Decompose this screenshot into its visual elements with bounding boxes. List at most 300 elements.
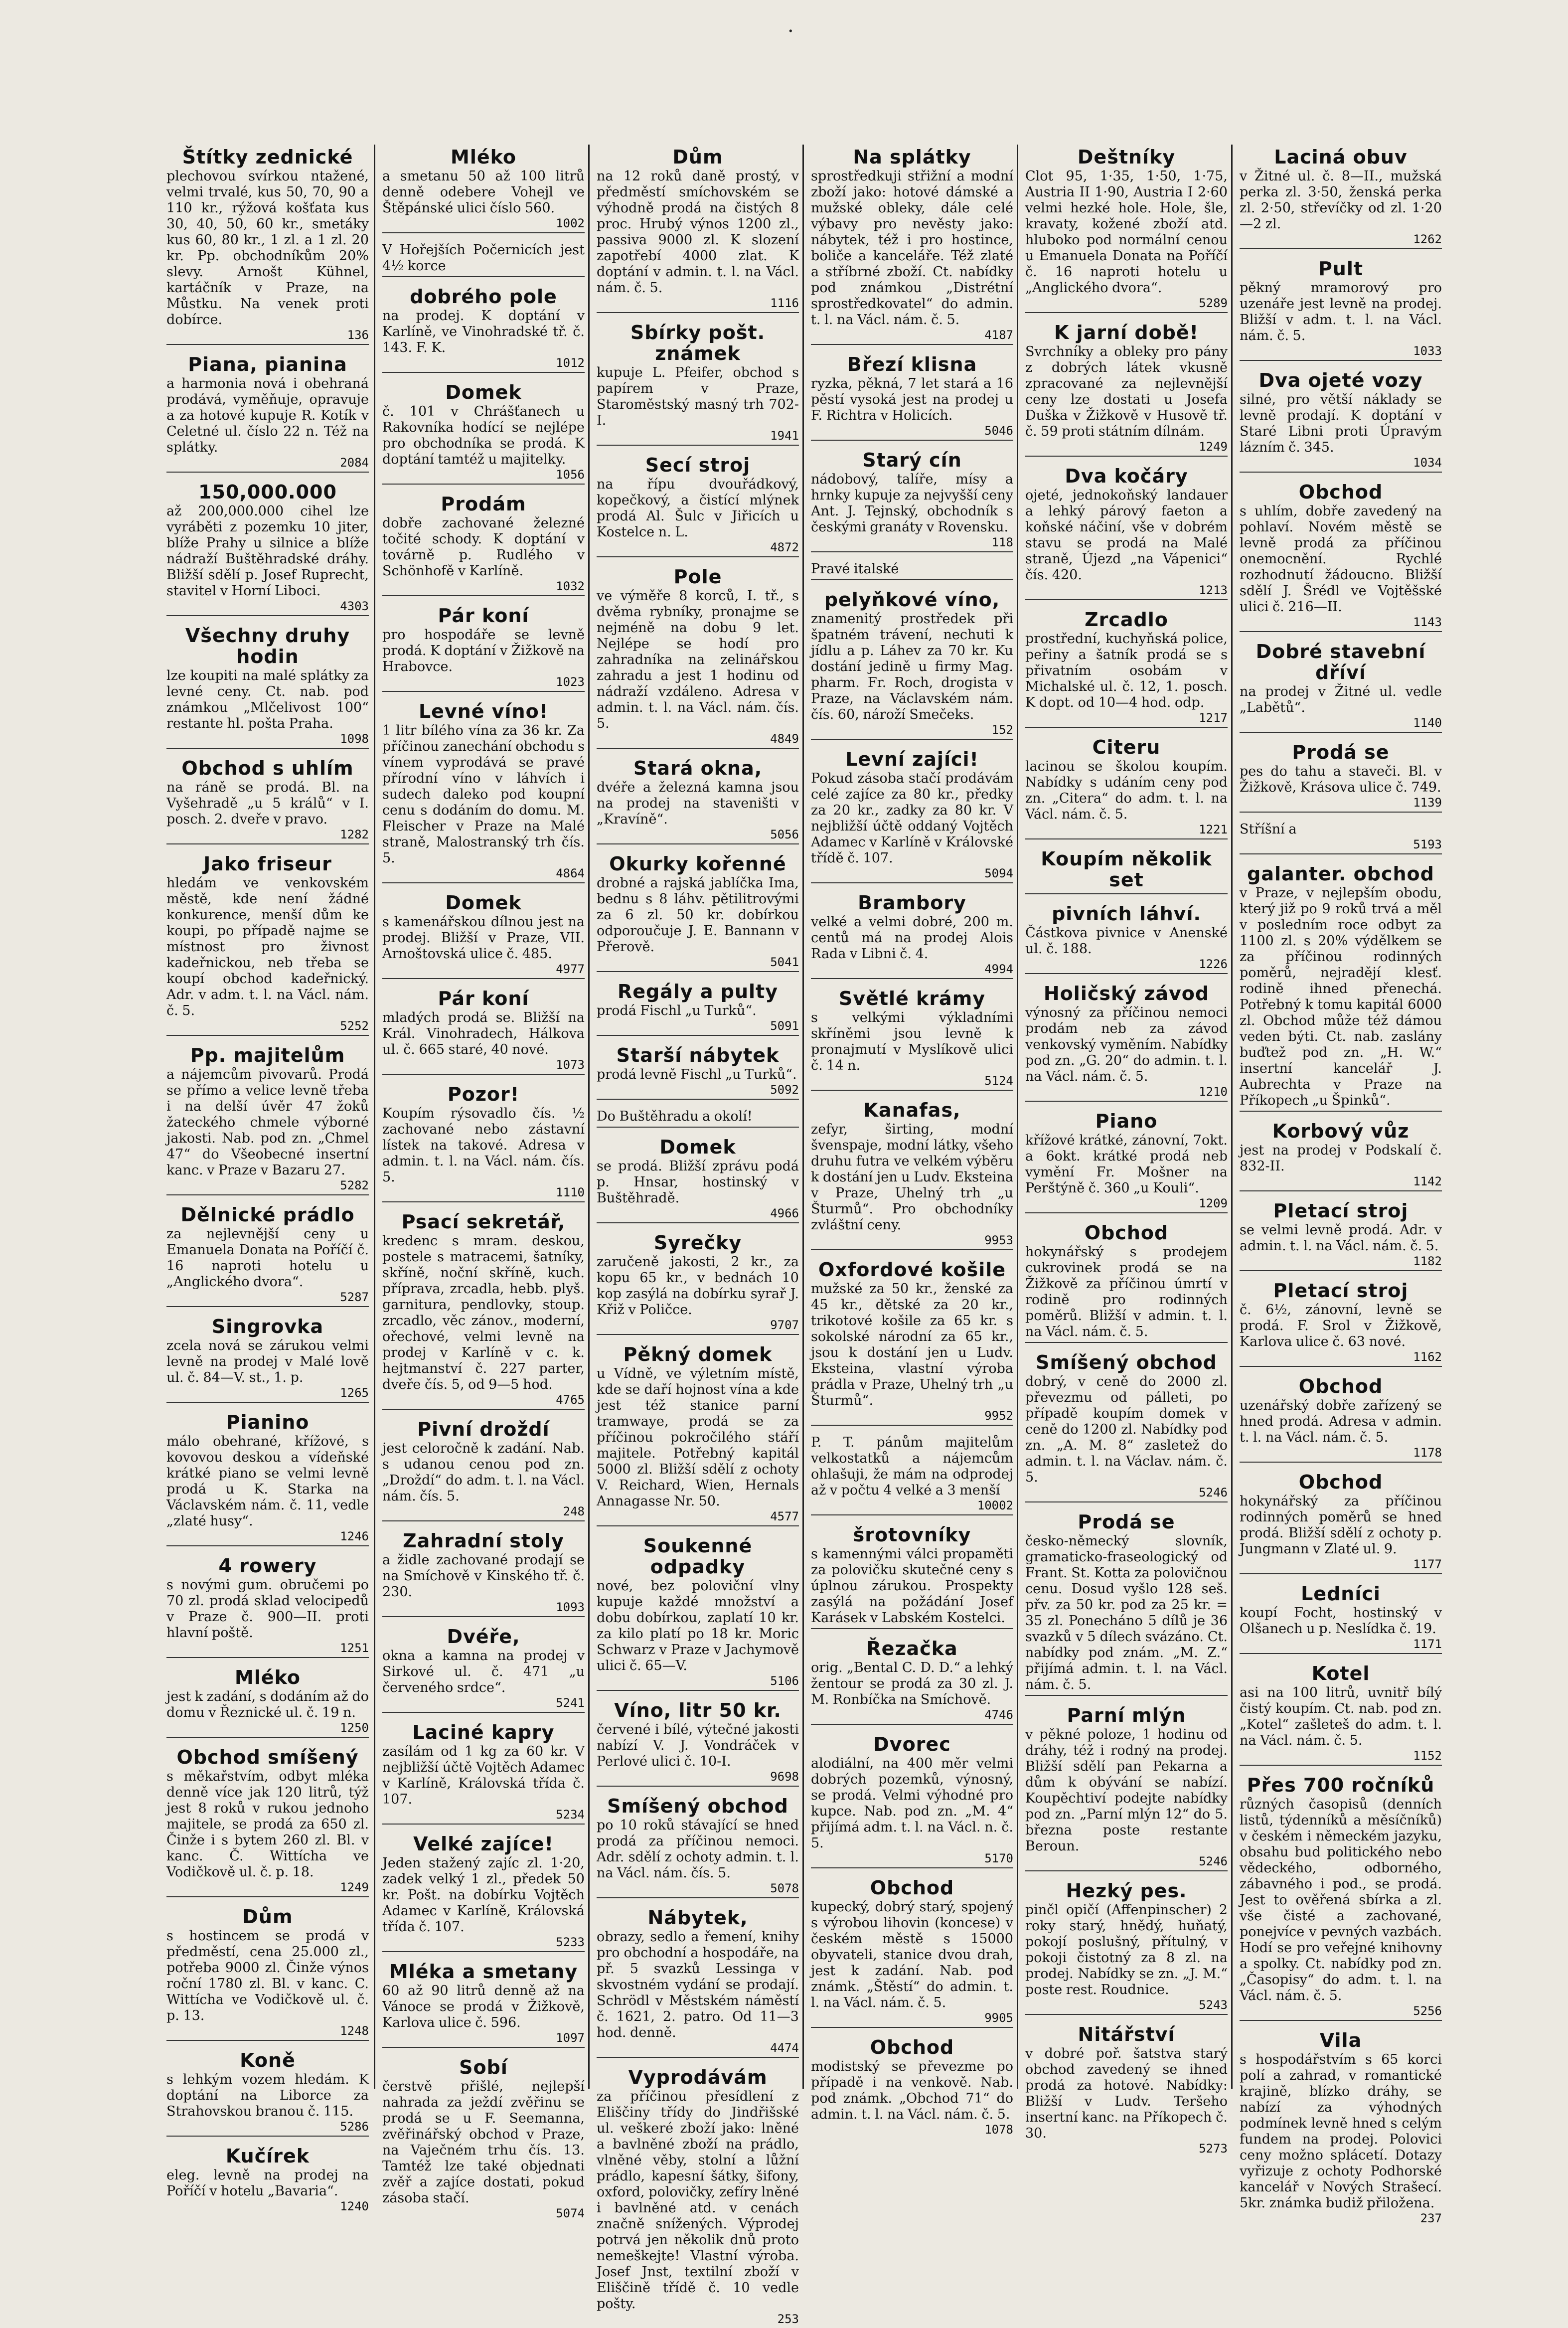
ad-heading: Zahradní stoly [403,1530,564,1552]
ad-body: za příčinou přesídlení z Eliščiny třídy do Jindřišské ul. veškeré zboží jako: lněné a bavlněné zboží na prádlo, vlněné věby, stolní a lůžní prádlo, kapesní šátky, šifony, oxford, polovičky, zefíry lněné i bavlněné atd. v cenách značně snížených. Výprodej potrvá jen několik dnů proto nemeškejte! Vlastní výroba. Josef Jnst, textilní zboží v Eliščině třídě č. 10 vedle pošty. [597,2089,799,2312]
ad-body: s uhlím, dobře zavedený na pohlaví. Novém městě se levně prodá za příčinou onemocnění. Rychlé rozhodnutí žádoucno. Bližší sdělí J. Šrédl ve Vojtěšské ulici č. 216—II. [1240,503,1442,615]
classified-ad [1025,1222,1228,1343]
ad-body: různých časopisů (denních listů, týdenníků a měsíčníků) v českém i německém jazyku, obsahu bud politického nebo vědeckého, odborného, zábavného i pod., se prodá. Jest to ověřená sbírka a zl. vše čisté a zachované, ponejvíce v pevných vazbách. Hodí se pro veřejné knihovny a spolky. Ct. nabídky pod zn. „Časopisy“ do adm. t. l. na Václ. nám. č. 5. [1240,1797,1442,2003]
classified-ad [1240,822,1442,854]
ad-heading: Piana, pianina [188,353,347,375]
ad-body: hledám ve venkovském městě, kde není žádné konkurence, menší dům ke koupi, po případě najme se místnost pro živnost kadeřnickou, neb třeba se koupí obchod kadeřnický. Adr. v adm. t. l. na Václ. nám. č. 5. [166,875,369,1018]
ad-body: hokynářský za příčinou rodinných poměrů se hned prodá. Bližší sdělí z ochoty p. Jungmann v Zlaté ul. 9. [1240,1494,1442,1557]
ad-number: 5094 [984,866,1013,880]
ad-body: plechovou svírkou ntažené, velmi trvalé, kus 50, 70, 90 a 110 kr., rýžová košťata kus 30, 40, 50, 60 kr., smetáky kus 60, 80 kr., 1 zl. a 1 zl. 20 kr. Pp. obchodníkům 20% slevy. Arnošt Kühnel, kartáčník v Praze, na Můstku. Na venek proti dobírce. [166,168,369,328]
ad-number: 5124 [984,1074,1013,1088]
ad-column-1 [159,145,374,2213]
ad-number: 5273 [1199,2142,1228,2156]
ad-body: dobrý, v ceně do 2000 zl. převezmu od pálleti, po případě koupím domek v ceně do 1200 zl. Nabídky pod zn. „A. M. 8“ zasletež do admin. t. l. na Václav. nám. č. 5. [1025,1374,1228,1485]
classified-ad [166,1316,369,1403]
ad-heading: Všechny druhy hodin [185,625,350,667]
classified-ad [1240,641,1442,733]
classified-ad [166,354,369,473]
ad-body: Částkova pivnice v Anenské ul. č. 188. [1025,925,1228,957]
classified-ad [1240,1200,1442,1271]
ad-number: 5046 [984,424,1013,438]
ad-number: 1213 [1199,583,1228,597]
classified-ad [1025,1111,1228,1213]
ad-heading: K jarní době! [1054,322,1199,343]
ad-heading: Obchod [1298,1471,1383,1493]
ad-heading: Obchod [1298,481,1383,503]
classified-ad [811,2037,1013,2139]
ad-number: 4474 [770,2041,799,2055]
ad-column-2 [374,145,590,2220]
ad-body: pes do tahu a staveči. Bl. v Žižkově, Krásova ulice č. 749. [1240,764,1442,795]
ad-number: 9707 [770,1318,799,1332]
ad-number: 1097 [556,2031,585,2045]
ad-heading: Dva ojeté vozy [1258,369,1423,391]
ad-heading: Ledníci [1301,1583,1381,1605]
ad-body: Pokud zásoba stačí prodávám celé zajíce za 80 kr., předky za 20 kr., zadky za 80 kr. V nejbližší účtě oddaný Vojtěch Adamec v Karlíně v Královské třídě č. 107. [811,771,1013,866]
ad-body: červené i bílé, výtečné jakosti nabízí V. J. Vondráček v Perlové ulici č. 10-I. [597,1722,799,1769]
ad-heading: Hezký pes. [1066,1880,1187,1902]
ad-body: se prodá. Bližší zprávu podá p. Hnsar, hostinský v Buštěhradě. [597,1159,799,1206]
ad-body: lacinou se školou koupím. Nabídky s udáním ceny pod zn. „Citera“ do adm. t. l. na Václ. nám. č. 5. [1025,759,1228,822]
ad-number: 4977 [556,962,585,976]
ad-number: 5078 [770,1881,799,1895]
ad-body: jest na prodej v Podskalí č. 832-II. [1240,1143,1442,1174]
ad-heading: Dělnické prádlo [180,1204,355,1226]
ad-body: pinčl opičí (Affenpinscher) 2 roky starý, hnědý, huňatý, pokojí poslušný, přítulný, v pokoji čistotný za 8 zl. na prodej. Nabídky se zn. „J. M.“ poste rest. Roudnice. [1025,1902,1228,1997]
ad-number: 5074 [556,2206,585,2220]
classified-ad [597,455,799,557]
classified-ad [811,561,1013,580]
classified-ad [597,566,799,749]
classified-ad [382,1722,585,1825]
classified-ad [166,758,369,844]
ad-heading: Pletací stroj [1273,1200,1409,1222]
ad-body: s hospodářstvím s 65 korci polí a zahrad, v romantické krajině, blízko dráhy, se nabízí za výhodných podmínek levně hned s celým fundem na prodej. Polovici ceny možno splácetí. Dotazy vyřizuje z ochoty Podhorské kancelář v Nových Strašecí. 5kr. známka budiž přiložena. [1240,2052,1442,2211]
ad-heading: Prodá se [1292,741,1390,763]
ad-body: ve výměře 8 korců, I. tř., s dvěma rybníky, pronajme se nejméně na dobu 9 let. Nejlépe se hodí pro zahradníka na zelinářskou zahradu a jest 1 hodinu od nádraží vzdáleno. Adresa v admin. t. l. na Václ. nám. čís. 5. [597,588,799,731]
ad-number: 5106 [770,1674,799,1688]
ad-number: 1177 [1413,1557,1442,1571]
ad-number: 136 [347,328,369,342]
ad-body: nádobový, talíře, mísy a hrnky kupuje za nejvyšší ceny Ant. J. Tejnský, obchodník s českými granáty v Rovensku. [811,472,1013,535]
ad-body: Do Buštěhradu a okolí! [597,1109,753,1124]
ad-body: zasílám od 1 kg za 60 kr. V nejbližší účtě Vojtěch Adamec v Karlíně, Královská třída č. 107. [382,1744,585,1807]
classified-ad [811,1734,1013,1868]
ad-heading: šrotovníky [853,1524,971,1546]
ad-number: 248 [563,1504,585,1518]
ad-body: jest k zadání, s dodáním až do domu v Řeznické ul. č. 19 n. [166,1689,369,1720]
classified-ad [166,1555,369,1658]
ad-body: obrazy, sedlo a řemení, knihy pro obchodní a hospodáře, na př. 5 svazků Lessinga v skvostném vydání se prodají. Schrödl v Městském náměstí č. 1621, 2. patro. Od 11—3 hod. denně. [597,1929,799,2040]
classified-ad [382,1211,585,1410]
ad-body: alodiální, na 400 měr velmi dobrých pozemků, výnosný, se prodá. Velmi výhodné pro kupce. Nab. pod zn. „M. 4“ přijímá adm. t. l. na Václ. n. č. 5. [811,1756,1013,1851]
ad-body: po 10 roků stávající se hned prodá za příčinou nemoci. Adr. sdělí z ochoty admin. t. l. na Václ. nám. čís. 5. [597,1818,799,1881]
ad-number: 1002 [556,216,585,230]
classified-ad [382,605,585,692]
classified-ad [1025,466,1228,600]
classified-ad [597,758,799,844]
classified-ad [597,853,799,972]
ad-body: prodá levně Fischl „u Turků“. [597,1067,797,1082]
classified-ad [811,1877,1013,2028]
ad-heading: Koně [240,2049,296,2071]
classified-ad [811,892,1013,979]
ad-body: jest celoročně k zadání. Nab. s udanou cenou pod zn. „Droždí“ do adm. t. l. na Václ. nám. čís. 5. [382,1441,585,1504]
ad-number: 1249 [340,1880,369,1894]
classified-ad [1025,737,1228,839]
ad-body: lze koupiti na malé splátky za levné ceny. Ct. nab. pod známkou „Mlčelivost 100“ restante hl. pošta Praha. [166,668,369,731]
classified-ad [597,981,799,1036]
classified-ad [382,701,585,883]
ad-heading: pelyňkové víno, [824,589,1000,611]
ad-heading: Deštníky [1077,146,1176,168]
ad-number: 1249 [1199,440,1228,454]
classified-ad [811,749,1013,883]
ad-body: s kamennými válci propaměti za polovičku skutečné ceny s úplnou zárukou. Prospekty zasýlá na požádání Josef Karásek v Labském Kostelci. [811,1546,1013,1626]
classified-ad [166,1667,369,1738]
ad-body: modistský se převezme po případě i na venkově. Nab. pod známk. „Obchod 71“ do admin. t. l. na Václ. nám. č. 5. [811,2059,1013,2122]
ad-body: prostřední, kuchyňská police, peřiny a šatník prodá se s přivatním osobám v Michalské ul. č. 12, 1. posch. K dopt. od 10—4 hod. odp. [1025,631,1228,710]
ad-body: drobné a rajská jablíčka Ima, bednu s 8 láhv. pětilitrovými za 6 zl. 50 kr. dobírkou odporoučuje J. E. Bannann v Přerově. [597,875,799,955]
ad-number: 1098 [340,732,369,746]
classified-ad [1240,1775,1442,2021]
ad-body: hokynářský s prodejem cukrovinek prodá se na Žižkově za příčinou úmrtí v rodině pro rodinných poměrů. Bližší v admin. t. l. na Václ. nám. č. 5. [1025,1244,1228,1339]
classified-ad [382,1419,585,1521]
ad-number: 4303 [340,599,369,613]
ad-heading: Kotel [1311,1663,1370,1684]
ad-heading: Pp. majitelům [190,1044,345,1066]
ad-number: 1248 [340,2024,369,2038]
classified-ad [1025,1880,1228,2015]
ad-heading: Domek [659,1136,736,1158]
classified-ad [811,1259,1013,1426]
ad-body: uzenářský dobře zařízený se hned prodá. Adresa v admin. t. l. na Václ. nám. č. 5. [1240,1398,1442,1445]
classified-ad [811,1524,1013,1629]
ad-heading: Laciné kapry [412,1721,555,1743]
ad-body: s měkařstvím, odbyt mléka denně více jak 120 litrů, týž jest 8 roků v rukou jednoho majitele, se prodá za 650 zl. Činže i s bytem 260 zl. Bl. v kanc. Č. Wittícha ve Vodičkově ul. č. p. 18. [166,1769,369,1880]
ad-number: 1221 [1199,823,1228,836]
ad-number: 1023 [556,675,585,689]
ad-number: 5091 [770,1019,799,1033]
ad-heading: 4 rowery [218,1555,317,1577]
ad-number: 1116 [770,296,799,310]
ad-body: v Žitné ul. č. 8—II., mužská perka zl. 3·50, ženská perka zl. 2·50, střevíčky od zl. 1·20—2 zl. [1240,168,1442,232]
classified-ad [382,988,585,1075]
ad-body: pěkný mramorový pro uzenáře jest levně na prodej. Bližší v adm. t. l. na Václ. nám. č. 5. [1240,280,1442,343]
ad-heading: Stará okna, [633,757,763,779]
ad-heading: Prodá se [1078,1511,1175,1533]
ad-body: č. 6½, zánovní, levně se prodá. F. Srol v Žižkově, Karlova ulice č. 63 nové. [1240,1302,1442,1349]
ad-heading: Obchod [870,2036,954,2058]
ad-number: 9953 [984,1233,1013,1247]
ad-body: v dobré poř. šatstva starý obchod zavedený se ihned prodá za hotové. Nabídky: Bližší v Ludv. Teršeho insertní kanc. na Příkopech č. 30. [1025,2046,1228,2141]
classified-ad [166,147,369,345]
ad-number: 4187 [984,328,1013,342]
ad-body: znamenitý prostředek při špatném trávení, nechuti k jídlu a p. Láhev za 70 kr. Ku dostání jedině u firmy Mag. pharm. Fr. Roch, drogista v Praze, na Václavském nám. čís. 60, nároží Smečeks. [811,611,1013,722]
ad-heading: Singrovka [211,1316,324,1337]
ad-heading: Štítky zednické [182,146,353,168]
classified-ad [1240,147,1442,249]
classified-ad [166,1412,369,1546]
ad-number: 5256 [1413,2004,1442,2018]
ad-number: 1056 [556,468,585,482]
ad-body: na prodej. K doptání v Karlíně, ve Vinohradské tř. č. 143. F. K. [382,308,585,355]
ad-body: křížové krátké, zánovní, 7okt. a 6okt. krátké prodá neb vymění Fr. Mošner na Perštýně č. 360 „u Kouli“. [1025,1133,1228,1196]
ad-number: 237 [1420,2211,1442,2225]
ad-number: 4577 [770,1509,799,1523]
ad-body: V Hořejších Počernicích jest 4½ korce [382,242,585,274]
ad-heading: Vyprodávám [628,2066,768,2088]
classified-ad [382,242,585,277]
ad-number: 1140 [1413,716,1442,730]
classified-ad [1025,848,1228,894]
ad-body: na 12 roků daně prostý, v předměstí smíchovském se výhodně prodá na čistých 8 proc. Hrubý výnos 1200 zl., passiva 9000 zl. K slození zapotřebí 4000 zlat. K doptání v admin. t. l. na Václ. nám. č. 5. [597,168,799,296]
ad-number: 1171 [1413,1637,1442,1651]
ad-heading: Starší nábytek [616,1044,780,1066]
ad-body: asi na 100 litrů, uvnitř bílý čistý koupím. Ct. nab. pod zn. „Kotel“ zašleteš do adm. t. l. na Václ. nám. č. 5. [1240,1685,1442,1748]
ad-heading: Smíšený obchod [1036,1351,1217,1373]
ad-body: Koupím rýsovadlo čís. ½ zachované nebo zástavní lístek na takové. Adresa v admin. t. l. na Václ. nám. čís. 5. [382,1106,585,1185]
ad-body: mladých prodá se. Bližší na Král. Vinohradech, Hálkova ul. č. 665 staré, 40 nové. [382,1010,585,1057]
classified-ad [597,1344,799,1526]
ad-number: 4872 [770,540,799,554]
ad-body: zefyr, širting, modní švenspaje, modní látky, všeho druhu futra ve velkém výběru k dostání jen u Ludv. Eksteina v Praze, Uhelný trh „u Šturmů“. Pro obchodníky zvláštní ceny. [811,1122,1013,1233]
ad-body: koupí Focht, hostinský v Olšanech u p. Neslídka č. 19. [1240,1605,1442,1637]
ad-heading: Koupím několik set [1041,848,1212,891]
ad-heading: Obchod smíšený [176,1746,359,1768]
classified-ad [1025,1705,1228,1871]
ad-number: 1162 [1413,1350,1442,1364]
classified-ad [382,1626,585,1713]
ad-number: 4765 [556,1393,585,1407]
ad-number: 1226 [1199,957,1228,971]
ad-number: 1240 [340,2199,369,2213]
classified-ad [1240,1472,1442,1574]
ad-body: se velmi levně prodá. Adr. v admin. t. l. na Václ. nám. č. 5. [1240,1222,1442,1254]
ad-number: 5243 [1199,1998,1228,2012]
classified-ad [1025,322,1228,457]
classified-ad [1240,370,1442,473]
ad-heading: Pole [673,566,722,588]
classified-ad [166,2146,369,2215]
ad-number: 4746 [984,1708,1013,1722]
ad-body: prodá Fischl „u Turků“. [597,1003,757,1018]
ad-number: 1032 [556,579,585,593]
ad-heading: Kanafas, [863,1099,961,1121]
ad-body: nové, bez poloviční vlny kupuje každé množství a dobu dobírkou, zaplatí 10 kr. za kilo platí po 18 kr. Moric Schwarz v Praze v Jachymově ulici č. 65—V. [597,1578,799,1673]
ad-heading: Brambory [858,892,966,914]
ad-heading: Secí stroj [645,454,751,476]
ad-heading: Psací sekretář, [401,1211,566,1233]
classified-ad [382,892,585,979]
ad-body: na ráně se prodá. Bl. na Vyšehradě „u 5 králů“ v I. posch. 2. dveře v pravo. [166,780,369,827]
ad-number: 5041 [770,955,799,969]
ad-column-4 [802,145,1018,2137]
ad-heading: Holičský závod [1043,983,1210,1004]
ad-number: 1143 [1413,615,1442,629]
classified-ad [1025,1511,1228,1696]
classified-ad [597,1137,799,1223]
classified-ad [166,1204,369,1307]
ad-number: 1142 [1413,1174,1442,1188]
classified-ad [382,382,585,485]
ad-number: 5289 [1199,296,1228,310]
ad-heading: Laciná obuv [1274,146,1408,168]
classified-ad [166,625,369,749]
classified-ad [597,1109,799,1128]
ad-number: 4994 [984,962,1013,976]
ad-heading: Syrečky [653,1232,742,1254]
ad-number: 1941 [770,429,799,443]
ad-heading: Pianino [226,1411,310,1433]
classified-ad [166,1747,369,1897]
ad-number: 253 [777,2312,799,2326]
ad-number: 152 [991,723,1013,737]
ad-heading: Levní zajíci! [845,748,979,770]
ad-body: a židle zachované prodají se na Smíchově v Kinského tř. č. 230. [382,1552,585,1600]
ad-number: 118 [991,535,1013,549]
ad-heading: Okurky kořenné [609,853,786,875]
ad-heading: Kučírek [225,2145,310,2167]
classified-ad [1025,1352,1228,1502]
classified-ad [382,494,585,596]
ad-heading: pivních láhví. [1052,903,1201,925]
classified-ad [382,1530,585,1617]
ad-heading: Mléko [235,1666,301,1688]
ad-heading: Korbový vůz [1272,1120,1410,1142]
page-mark: · [787,20,794,43]
ad-number: 5286 [340,2120,369,2134]
ad-number: 5234 [556,1808,585,1822]
ad-heading: Smíšený obchod [607,1795,788,1817]
classified-ad [1240,2030,1442,2227]
ad-body: s lehkým vozem hledám. K doptání na Liborce za Strahovskou branou č. 115. [166,2072,369,2119]
ad-heading: Dvorec [873,1733,951,1755]
ad-body: velké a velmi dobré, 200 m. centů má na prodej Alois Rada v Libni č. 4. [811,914,1013,962]
classified-ad [597,1045,799,1100]
classified-ad [1240,1583,1442,1654]
ad-heading: Prodám [441,493,526,515]
ad-body: až 200,000.000 cihel lze vyráběti z pozemku 10 jiter, blíže Prahy u silnice a blíže nádraží Buštěhradské dráhy. Bližší sdělí p. Josef Ruprecht, stavitel v Horní Liboci. [166,503,369,599]
classified-ad [811,988,1013,1091]
classified-ad [1025,2024,1228,2158]
classified-ad [382,2057,585,2222]
ad-heading: Mléko [451,146,516,168]
ad-body: P. T. pánům majitelům velkostatků a nájemcům ohlašuji, že mám na odprodej až v počtu 4 velké a 3 menší [811,1435,1013,1498]
ad-body: silné, pro větší náklady se levně prodají. K doptání v Staré Libni proti Úpravým lázním č. 345. [1240,392,1442,455]
ad-body: 1 litr bílého vína za 36 kr. Za příčinou zanechání obchodu s vínem vyprodává se pravé přírodní víno v láhvích i sudech daleko pod koupní cenu s dodáním do domu. M. Fleischer v Praze na Malé straně, Malostranský trh čís. 5. [382,723,585,866]
ad-number: 1033 [1413,344,1442,358]
ad-heading: Světlé krámy [838,988,986,1009]
ad-body: a harmonia nová i obehraná prodává, vyměňuje, opravuje a za hotové kupuje R. Kotík v Celetné ul. číslo 22 n. Též na splátky. [166,376,369,455]
classified-ad [597,1907,799,2058]
classified-ad [382,1961,585,2048]
ad-body: za nejlevnější ceny u Emanuela Donata na Poříčí č. 16 naproti hotelu u „Anglického dvora“. [166,1226,369,1290]
ad-heading: Pár koní [438,988,529,1009]
classified-ad [382,1084,585,1202]
ad-heading: Starý cín [862,449,962,471]
classified-ad [811,147,1013,345]
ad-heading: Dům [672,146,723,168]
classified-ad [811,1435,1013,1515]
ad-number: 5287 [340,1290,369,1304]
ad-body: č. 101 v Chrášťanech u Rakovníka hodící se nejlépe pro obchodníka se prodá. K doptání tamtéž u majitelky. [382,404,585,467]
ad-number: 10002 [977,1498,1013,1512]
ad-body: čerstvě přišlé, nejlepší nahrada za ježdí zvěřinu se prodá se u F. Seemanna, zvěřinářský obchod v Praze, na Vaječném trhu čís. 13. Tamtéž lze také objednati zvěř a zajíce dostati, pokud zásoba stačí. [382,2079,585,2206]
ad-number: 5233 [556,1935,585,1949]
ad-heading: Pěkný domek [623,1343,773,1365]
ad-number: 9905 [984,2011,1013,2025]
ad-heading: Pletací stroj [1273,1280,1409,1302]
ad-number: 1073 [556,1058,585,1072]
classified-ad [811,589,1013,740]
ad-body: v Praze, v nejlepším obodu, který již po 9 roků trvá a měl v posledním roce odbyt za 1100 zl. s 20% výdělkem se za příčinou rodinných poměrů, nejradějí klesť. rodině ihned přenechá. Potřebný k tomu kapitál 6000 zl. Obchod může též dámou veden býti. Ct. nab. zaslány buďtež pod zn. „H. W.“ insertní kancelář J. Aubrechta v Praze na Příkopech „u Špinků“. [1240,885,1442,1108]
ad-heading: Březí klisna [847,353,977,375]
classified-ad [1240,1376,1442,1463]
ad-body: česko-německý slovník, gramaticko-fraseologický od Frant. St. Kotta za polovičnou cenu. Dosud vyšlo 128 seš. přv. za 50 kr. pod za 25 kr. = 35 zl. Ponecháno 5 dílů je 36 svazků v 5 dílech svázáno. Ct. nabídky pod znám. „M. Z.“ přijímá admin. t. l. na Václ. nám. č. 5. [1025,1533,1228,1692]
classified-ad [811,354,1013,441]
classified-ad [1025,147,1228,313]
classified-ad [1025,609,1228,728]
ad-heading: 150,000.000 [198,481,337,503]
ad-body: ryzka, pěkná, 7 let stará a 16 pěstí vysoká jest na prodej u F. Richtra v Holicích. [811,376,1013,423]
ad-heading: dobrého pole [410,286,557,308]
ad-body: 60 až 90 litrů denně až na Vánoce se prodá v Žižkově, Karlova ulice č. 596. [382,1983,585,2030]
ad-body: výnosný za příčinou nemoci prodám neb za závod venkovský vyměním. Nabídky pod zn. „G. 20“ do admin. t. l. na Václ. nám. č. 5. [1025,1005,1228,1084]
ad-number: 1217 [1199,711,1228,725]
ad-body: pro hospodáře se levně prodá. K doptání v Žižkově na Hrabovce. [382,627,585,674]
ad-number: 4864 [556,866,585,880]
classified-ad [166,1906,369,2041]
ad-body: eleg. levně na prodej na Poříčí v hotelu „Bavaria“. [166,2167,369,2199]
ad-number: 5056 [770,828,799,841]
ad-number: 5193 [1413,837,1442,851]
ad-heading: Jako friseur [203,853,332,875]
ad-heading: Obchod s uhlím [181,757,354,779]
ad-number: 1251 [340,1641,369,1655]
classified-ad [382,286,585,373]
ad-number: 5246 [1199,1854,1228,1868]
ad-heading: Levné víno! [418,700,549,722]
ad-column-6 [1231,145,1447,2225]
ad-heading: Dvéře, [447,1626,520,1648]
ad-column-3 [588,145,804,2326]
ad-body: Svrchníky a obleky pro pány z dobrých látek vkusně zpracované za nejlevnější ceny lze dostati u Josefa Duška v Žižkově v Husově tř. č. 59 proti státním dílnám. [1025,344,1228,439]
ad-heading: Oxfordové košile [818,1259,1006,1281]
ad-heading: Dům [242,1906,293,1928]
classified-ad [811,1100,1013,1250]
ad-body: s kamenářskou dílnou jest na prodej. Bližší v Praze, VII. Arnoštovská ulice č. 485. [382,914,585,962]
ad-number: 5241 [556,1696,585,1710]
classified-ad [1025,903,1228,974]
ad-body: orig. „Bental C. D. D.“ a lehký žentour se prodá za 30 zl. J. M. Ronbíčka na Smíchově. [811,1660,1013,1707]
ad-number: 1282 [340,828,369,841]
ad-number: 1110 [556,1185,585,1199]
ad-body: kupecký, dobrý starý, spojený s výrobou lihovin (koncese) v českém městě s 15000 obyvateli, stanice dvou drah, jest k zadání. Nab. pod známk. „Štěstí“ do admin. t. l. na Václ. nám. č. 5. [811,1899,1013,2010]
ad-number: 1178 [1413,1446,1442,1460]
classified-ad [597,1700,799,1787]
classified-ad [811,450,1013,552]
ad-body: kredenc s mram. deskou, postele s matracemi, šatníky, skříně, noční skříně, kuch. příprava, zrcadla, hebb. plyš. garnitura, pendlovky, stoup. zrcadlo, věc zánov., moderní, ořechové, velmi levně na prodej v Karlíně v c. k. hejtmanství č. 227 parter, dveře čís. 5, od 9—5 hod. [382,1233,585,1392]
ad-body: mužské za 50 kr., ženské za 45 kr., dětské za 20 kr., trikotové košile za 65 kr. s sokolské národní za 65 kr., jsou k dostání jen u Ludv. Eksteina, vlastní výroba prádla v Praze, Uhelný trh „u Šturmů“. [811,1281,1013,1408]
ad-heading: galanter. obchod [1247,863,1434,885]
ad-number: 1265 [340,1386,369,1400]
ad-body: okna a kamna na prodej v Sirkové ul. č. 471 „u červeného srdce“. [382,1648,585,1695]
ad-number: 2084 [340,456,369,470]
ad-number: 4849 [770,732,799,746]
ad-body: Pravé italské [811,561,899,577]
ad-heading: Velké zajíce! [413,1833,554,1855]
